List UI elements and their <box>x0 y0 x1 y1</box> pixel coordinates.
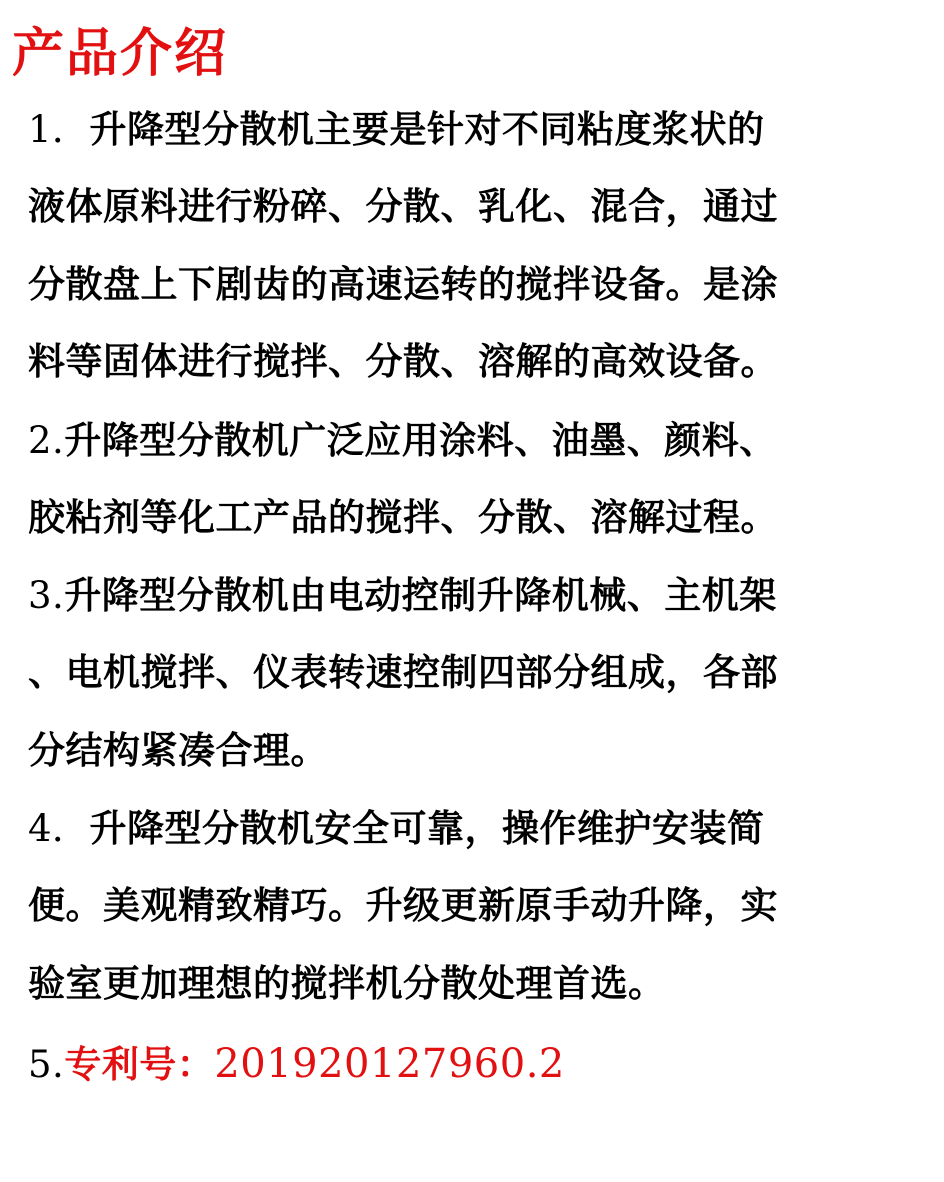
item-3-line-3: 分结构紧凑合理。 <box>28 729 328 772</box>
item-4-line-2: 便。美观精致精巧。升级更新原手动升降，实 <box>28 884 778 927</box>
patent-line <box>28 1041 565 1088</box>
patent-number: 201920127960.2 <box>214 1041 565 1087</box>
item-2-text: 升降型分散机广泛应用涂料、油墨、颜料、 <box>64 419 777 462</box>
page-title: 产品介绍 <box>12 24 229 84</box>
item-4-line-3: 验室更加理想的搅拌机分散处理首选。 <box>28 962 666 1005</box>
item-1-number: 1． <box>28 108 90 151</box>
patent-item-number: 5. <box>28 1043 65 1086</box>
item-1-text: 升降型分散机主要是针对不同粘度浆状的 <box>89 108 765 151</box>
item-3-line-1 <box>28 573 777 619</box>
item-3-number: 3. <box>28 574 65 617</box>
item-2-line-1 <box>28 418 777 464</box>
item-1-line-4: 料等固体进行搅拌、分散、溶解的高效设备。 <box>28 340 778 383</box>
item-3-text: 升降型分散机由电动控制升降机械、主机架 <box>64 574 777 617</box>
item-1-line-3: 分散盘上下剧齿的高速运转的搅拌设备。是涂 <box>28 263 778 306</box>
item-2-number: 2. <box>28 419 65 462</box>
item-4-text: 升降型分散机安全可靠，操作维护安装简 <box>89 807 765 850</box>
item-1-line-2: 液体原料进行粉碎、分散、乳化、混合，通过 <box>28 185 778 228</box>
item-1-line-1 <box>28 107 765 153</box>
item-4-line-1 <box>28 806 765 852</box>
item-3-line-2: 、电机搅拌、仪表转速控制四部分组成，各部 <box>28 651 778 694</box>
item-4-number: 4． <box>28 807 90 850</box>
patent-label: 专利号： <box>64 1043 215 1086</box>
item-2-line-2: 胶粘剂等化工产品的搅拌、分散、溶解过程。 <box>28 496 778 539</box>
